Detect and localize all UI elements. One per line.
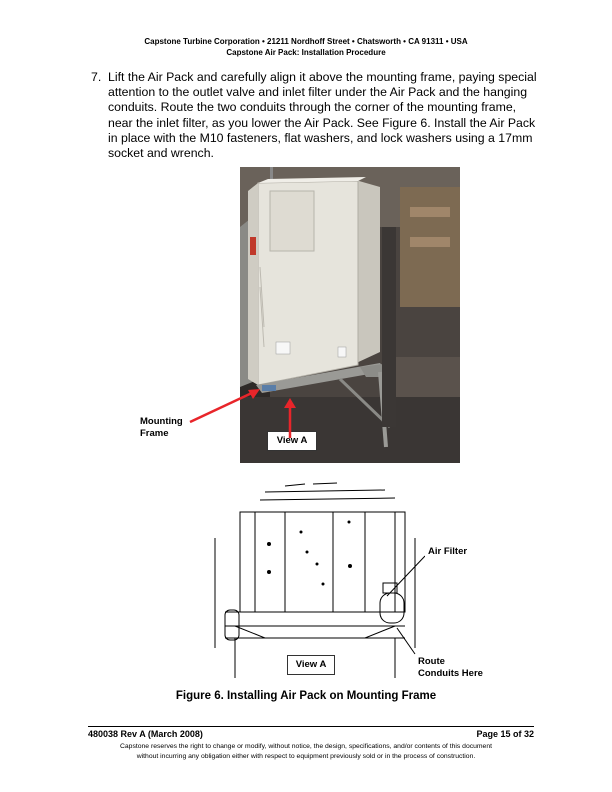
route-conduits-label	[418, 656, 483, 680]
mounting-frame-label-line2: Frame	[140, 428, 169, 439]
photo-arrows	[180, 380, 320, 440]
footer-disclaimer	[0, 742, 612, 762]
page-header	[0, 36, 612, 58]
footer-rule	[88, 726, 534, 727]
mounting-frame-label-line1: Mounting	[140, 416, 183, 427]
photo-view-a-label: View A	[267, 431, 317, 451]
mounting-frame-label	[140, 416, 183, 440]
mounting-frame-arrow	[190, 392, 254, 422]
step-paragraph	[91, 70, 538, 161]
air-filter-label: Air Filter	[428, 546, 468, 557]
diagram-view-a-label: View A	[287, 655, 335, 675]
step-text: Lift the Air Pack and carefully align it above the mounting frame, paying special attention to the outlet valve and inlet filter under the Air Pack and the hanging conduits. Route the two conduits through the corner of the mounting frame, near the inlet filter, as you lower the Air Pack. See Figure 6. Install the Air Pack in place with the M10 fasteners, flat washers, and lock washers using a 17mm socket and wrench.	[108, 70, 537, 161]
step-number: 7.	[91, 70, 102, 84]
route-conduits-line2: Conduits Here	[418, 668, 483, 679]
footer-doc-id: 480038 Rev A (March 2008)	[88, 729, 203, 739]
view-a-diagram	[205, 478, 425, 683]
footer-page-number: Page 15 of 32	[476, 729, 534, 739]
route-conduits-line1: Route	[418, 656, 445, 667]
diagram-drawing	[205, 478, 425, 683]
figure-caption: Figure 6. Installing Air Pack on Mounting Frame	[175, 690, 437, 702]
view-a-arrowhead	[284, 398, 296, 408]
header-doc-title: Capstone Air Pack: Installation Procedure	[226, 48, 386, 57]
disclaimer-line2: without incurring any obligation either with respect to equipment previously sold or in the process of construction.	[136, 753, 476, 760]
header-company-line: Capstone Turbine Corporation • 21211 Nordhoff Street • Chatsworth • CA 91311 • USA	[144, 37, 468, 46]
disclaimer-line1: Capstone reserves the right to change or modify, without notice, the design, specifications, and/or contents of this document	[119, 743, 493, 750]
